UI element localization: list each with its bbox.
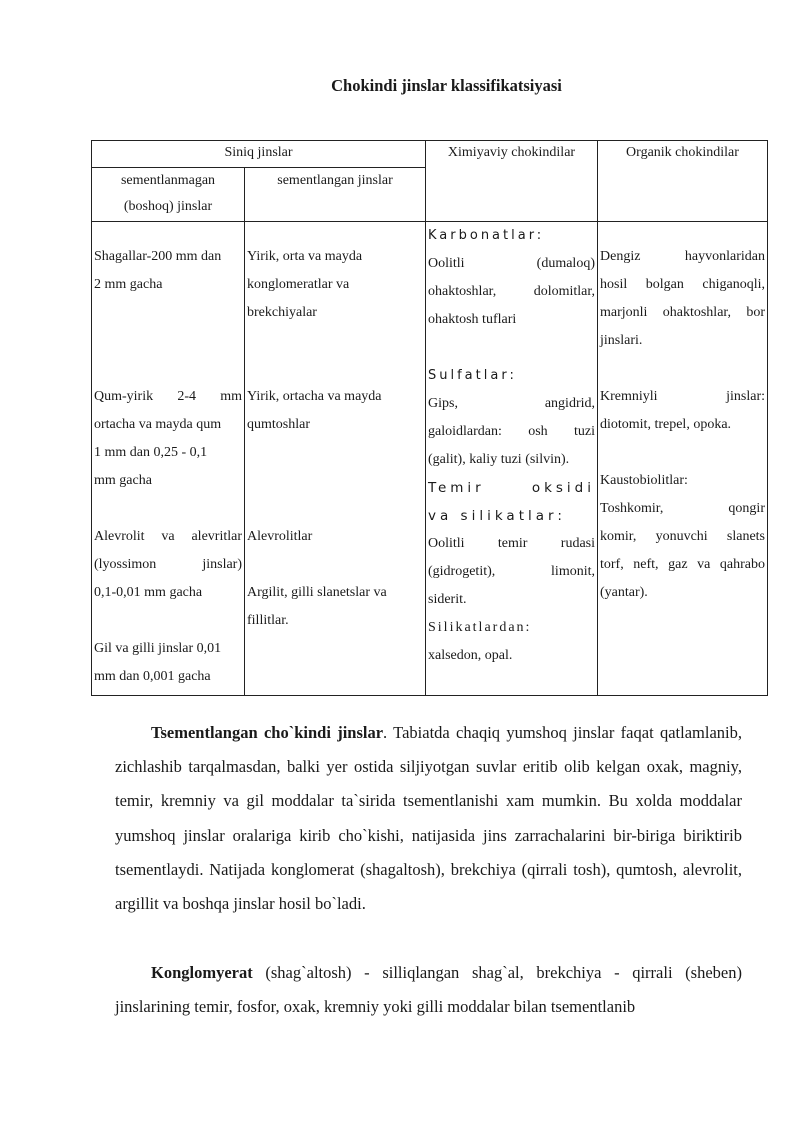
- classification-table: [91, 140, 768, 696]
- cell-sementlanmagan: Shagallar-200 mm dan 2 mm gacha Qum-yirik 2-4 mm ortacha va mayda qum 1 mm dan 0,25 - 0,1 mm gacha Alevrolit va alevritlar (lyossimon jinslar) 0,1-0,01 mm gacha Gil va gilli jinslar 0,01 mm dan 0,001 gacha: [92, 222, 245, 696]
- paragraph-konglomyerat: Konglomyerat (shag`altosh) - silliqlangan shag`al, brekchiya - qirrali (sheben) jinslarining temir, fosfor, oxak, kremniy yoki gilli moddalar bilan tsementlanib: [115, 963, 742, 1017]
- sulfatlar-heading: Sulfatlar:: [428, 368, 517, 383]
- term-tsementlangan: Tsementlangan cho`kindi jinslar: [151, 723, 384, 742]
- table-header-row: [92, 141, 768, 168]
- karbonatlar-heading: Karbonatlar:: [428, 228, 545, 243]
- cell-sementlangan: Yirik, orta va mayda konglomeratlar va brekchiyalar Yirik, ortacha va mayda qumtoshlar Alevrolitlar Argilit, gilli slanetslar va fillitlar.: [245, 222, 426, 696]
- cell-ximiyaviy: Karbonatlar: Oolitli (dumaloq) ohaktoshlar, dolomitlar, ohaktosh tuflari Sulfatlar: Gips, angidrid, galoidlardan: osh tuzi (galit), kaliy tuzi (silvin). Temir oksidi va silikatlar: Oolitli temir rudasi (gidrogetit), limonit, siderit. Silikatlardan: xalsedon, opal.: [426, 222, 598, 696]
- page-title: Chokindi jinslar klassifikatsiyasi: [331, 76, 562, 95]
- cell-organik: Dengiz hayvonlaridan hosil bolgan chiganoqli, marjonli ohaktoshlar, bor jinslari. Kremniyli jinslar: diotomit, trepel, opoka. Kaustobiolitlar: Toshkomir, qongir komir, yonuvchi slanets torf, neft, gaz va qahrabo (yantar).: [598, 222, 768, 696]
- term-konglomyerat: Konglomyerat: [151, 963, 253, 982]
- temir-oksidi-heading: Temir oksidi: [428, 480, 595, 496]
- header-siniq-jinslar: Siniq jinslar: [92, 141, 426, 168]
- paragraph-tsementlangan: Tsementlangan cho`kindi jinslar. Tabiatda chaqiq yumshoq jinslar faqat qatlamlanib, zichlashib tarqalmasdan, balki yer ostida siljiyotgan suvlar eritib olib kelgan oxak, magniy, temir, kremniy va gil moddalar ta`sirida tsementlanishi xam mumkin. Bu xolda moddalar yumshoq jinslar oralariga kirib cho`kishi, natijasida jins zarrachalarini bir-biriga biriktirib tsementlaydi. Natijada konglomerat (shagaltosh), brekchiya (qirrali tosh), qumtosh, alevrolit, argillit va boshqa jinslar hosil bo`ladi.: [115, 723, 742, 914]
- header-sementlanmagan: sementlanmagan (boshoq) jinslar: [92, 168, 245, 222]
- header-sementlangan: sementlangan jinslar: [245, 168, 426, 222]
- header-ximiyaviy-chokindilar: Ximiyaviy chokindilar: [426, 141, 598, 222]
- table-row: [92, 222, 768, 696]
- header-organik-chokindilar: Organik chokindilar: [598, 141, 768, 222]
- silikatlardan-heading: Silikatlardan:: [428, 620, 532, 635]
